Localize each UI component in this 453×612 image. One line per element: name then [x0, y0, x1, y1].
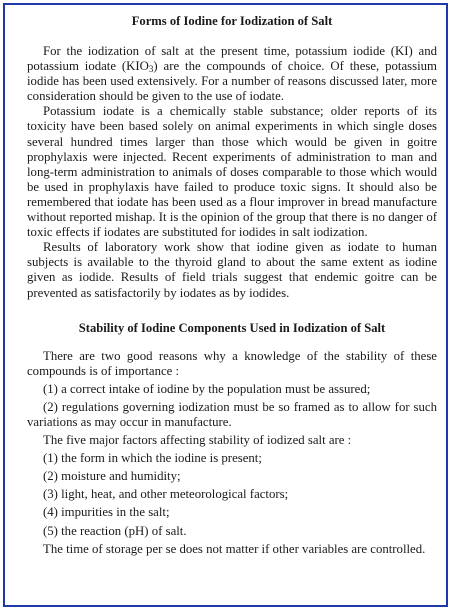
reason-item: (1) a correct intake of iodine by the population must be assured;	[43, 381, 371, 396]
page-frame	[3, 3, 448, 607]
paragraph-text: ) are the compounds of choice. Of these, potassium iodide has been used extensively. For a number of reasons discussed later, more consideration should be given to the use of iodate.	[27, 59, 437, 104]
factor-item: (4) impurities in the salt;	[43, 505, 170, 520]
paragraph-factors-intro: The five major factors affecting stability of iodized salt are :	[43, 433, 352, 448]
section-title-stability: Stability of Iodine Components Used in Iodization of Salt	[78, 320, 386, 335]
factor-item: (3) light, heat, and other meteorological factors;	[43, 487, 289, 502]
section-title-forms-of-iodine: Forms of Iodine for Iodization of Salt	[131, 14, 333, 28]
paragraph-potassium-iodate-stability: Potassium iodate is a chemically stable substance; older reports of its toxicity have been based solely on animal experiments in which single doses several hundred times larger than those which would be given in goitre prophylaxis were injected. Recent experiments of administration to man and long-term administration to animals of doses comparable to those which would be used in prophylaxis have failed to produce toxic signs. It should also be remembered that iodate has been used as a flour improver in bread manufacture without reported mishap. It is the opinion of the group that there is no danger of toxic effects if iodates are substituted for iodides in salt iodization.	[27, 104, 437, 240]
paragraph-compounds-of-choice	[27, 44, 437, 104]
factor-item: (5) the reaction (pH) of salt.	[43, 523, 187, 538]
subscript-3: 3	[148, 64, 154, 75]
factor-item: (1) the form in which the iodine is present;	[43, 451, 262, 466]
paragraph-storage-time: The time of storage per se does not matter if other variables are controlled.	[43, 541, 426, 556]
reason-item: (2) regulations governing iodization must be so framed as to allow for such variations as may occur in manufacture.	[27, 399, 437, 429]
paragraph-stability-intro: There are two good reasons why a knowledge of the stability of these compounds is of importance :	[27, 348, 437, 378]
paragraph-laboratory-results: Results of laboratory work show that iodine given as iodate to human subjects is available to the thyroid gland to about the same extent as iodine given as iodide. Results of field trials suggest that endemic goitre can be prevented as satisfactorily by iodates as by iodides.	[27, 240, 437, 300]
paragraph-text: For the iodization of salt at the present time, potassium iodide (KI) and potassium iodate (KIO	[27, 44, 437, 74]
factor-item: (2) moisture and humidity;	[43, 469, 181, 484]
page-content	[27, 14, 437, 557]
